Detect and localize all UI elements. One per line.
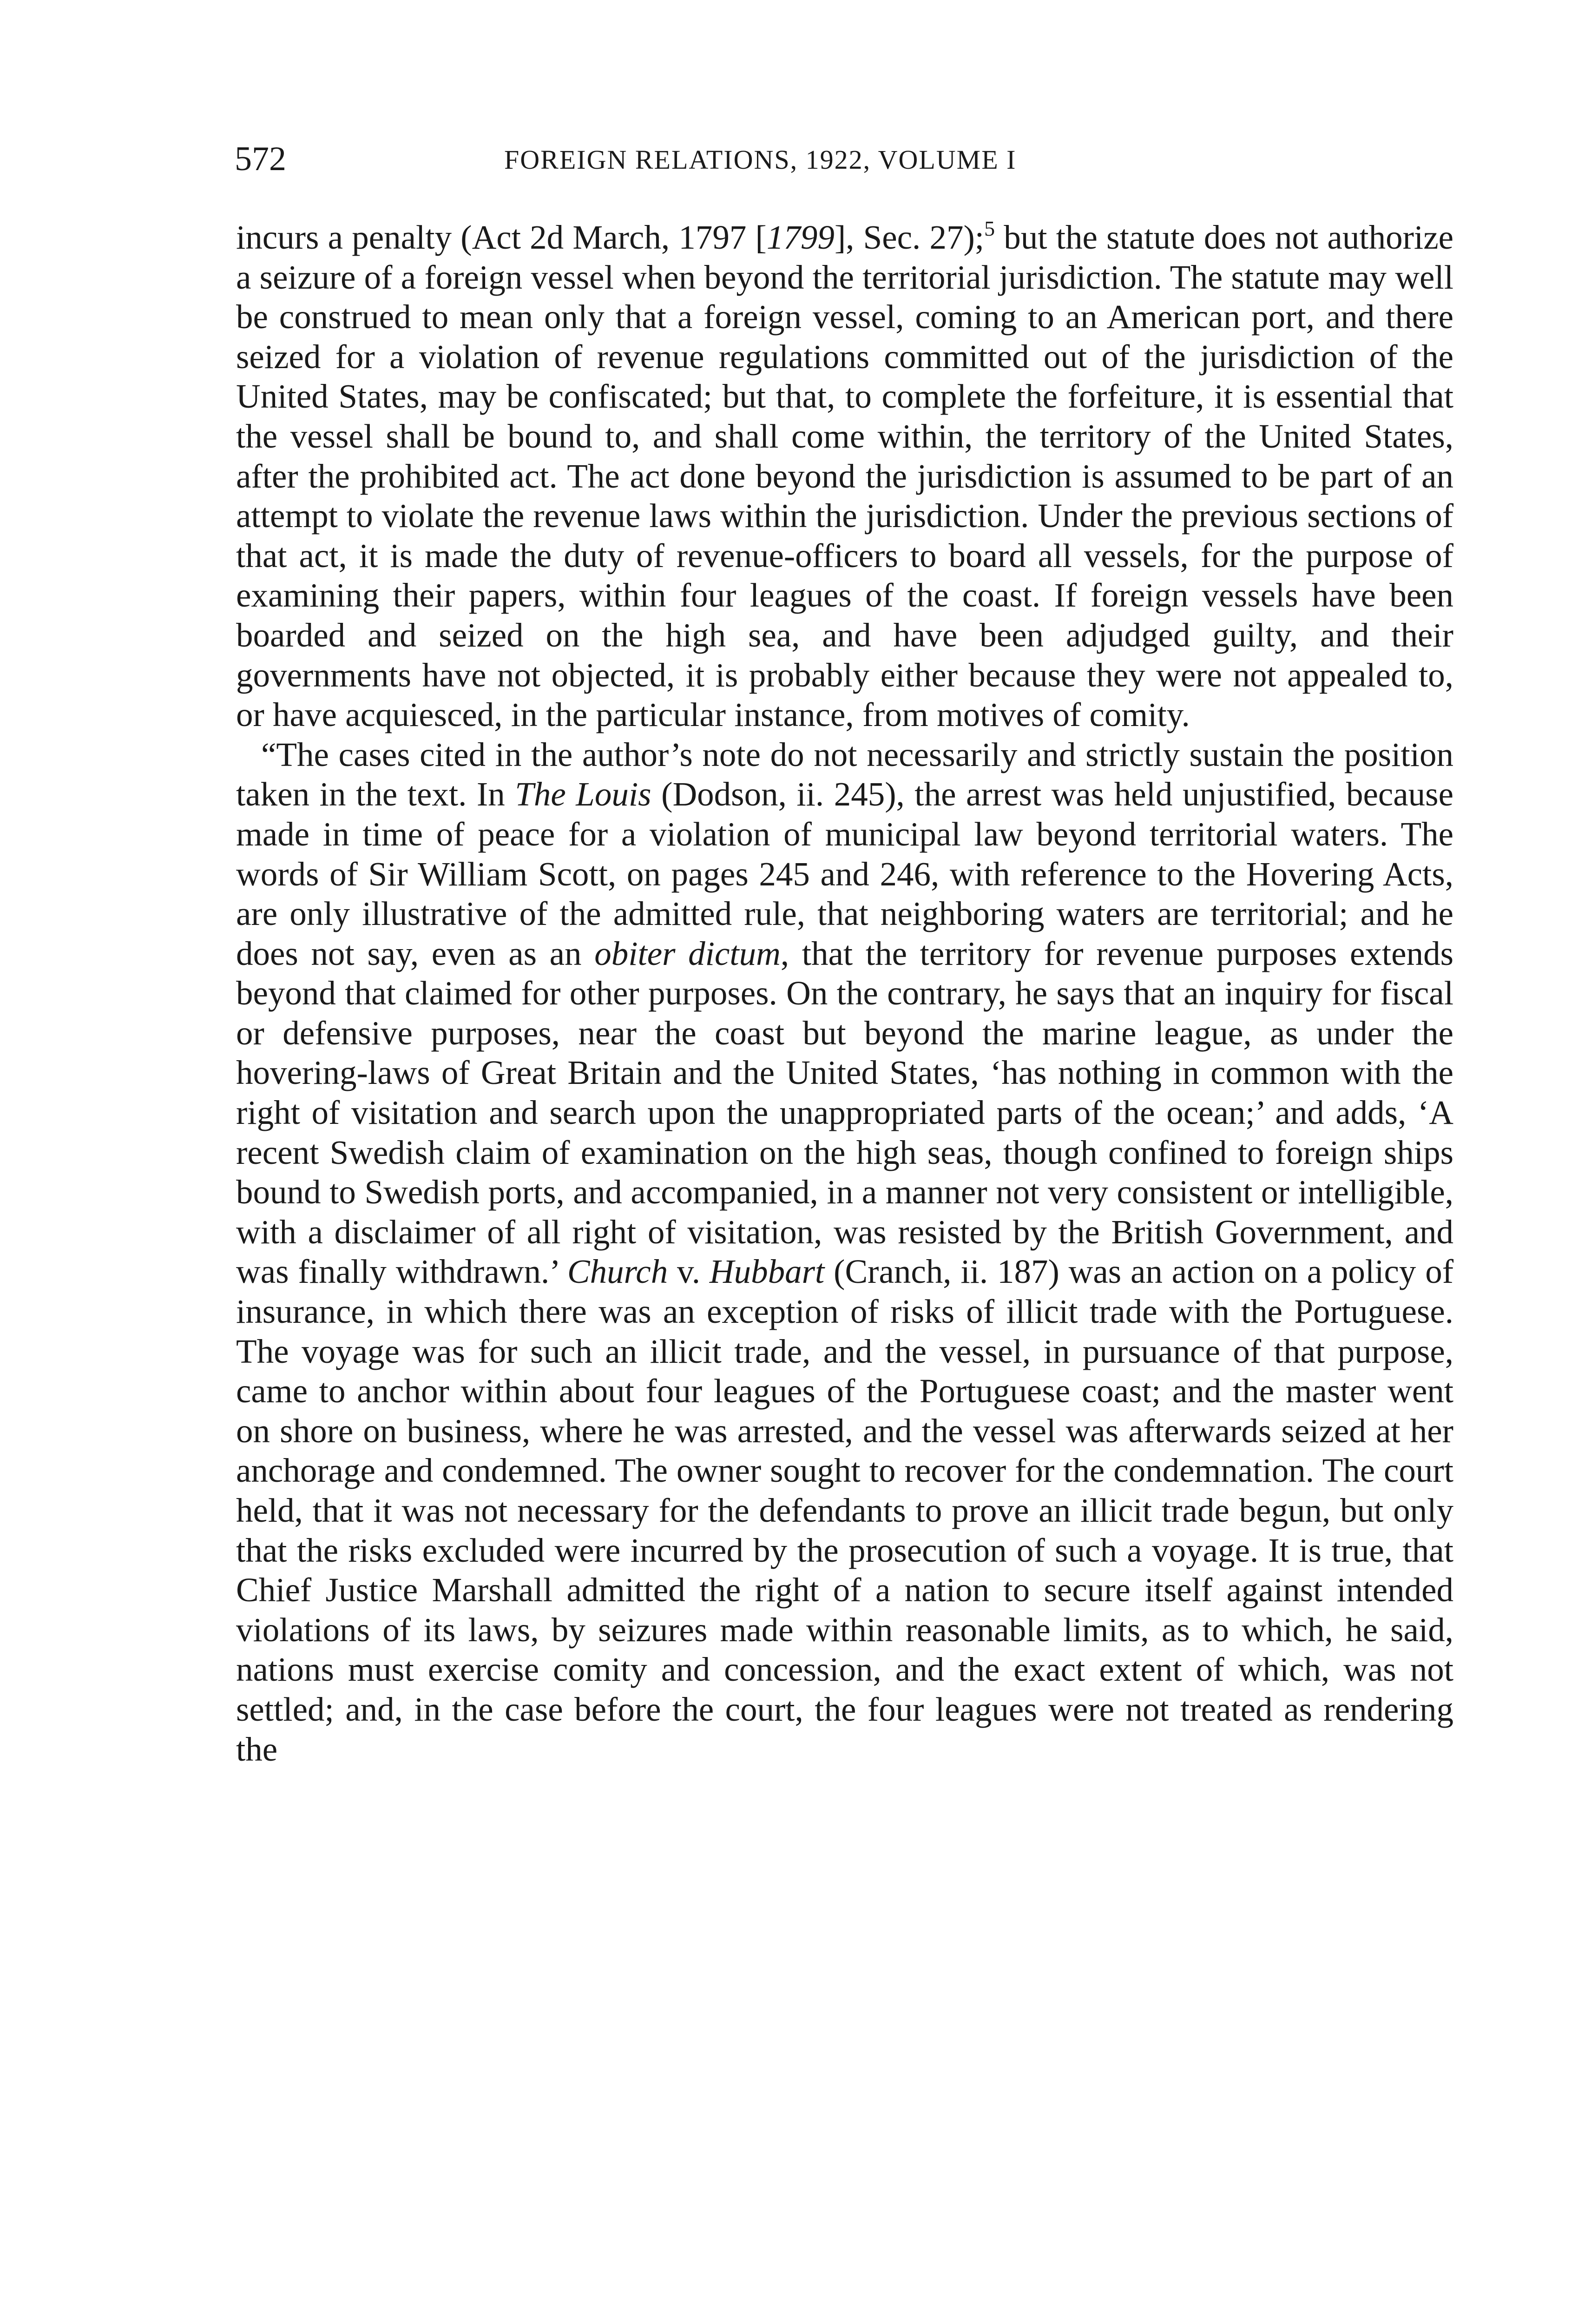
case-name-the-louis: The Louis — [515, 775, 651, 813]
case-name-hubbart: Hubbart — [709, 1253, 825, 1291]
p1-text-c: ], Sec. 27); — [834, 218, 985, 256]
phrase-obiter-dictum: obiter dictum — [594, 934, 781, 972]
p2-text-e: , that the territory for revenue purposes extends beyond that claimed for other purposes. On the contrary, he says that an inquiry for fiscal or defensive purposes, near the coast but beyond the marine league, as under the hovering-laws of Great Britain and the United States, ‘has nothing in common with the right of visitation and search upon the unappropriated parts of the ocean;’ and adds, ‘A recent Swedish claim of examination on the high seas, though confined to foreign ships bound to Swedish ports, and accompanied, in a manner not very consistent or intelligible, with a disclaimer of all right of visitation, was resisted by the British Government, and was finally withdrawn.’ — [236, 934, 1453, 1291]
running-head: FOREIGN RELATIONS, 1922, VOLUME I — [504, 145, 1017, 175]
p1-bracket-year: 1799 — [766, 218, 835, 256]
p1-text-a: incurs a penalty (Act 2d March, 1797 [ — [236, 218, 767, 256]
paragraph-2 — [236, 735, 1453, 1769]
p2-text-g: v. — [668, 1253, 710, 1291]
p2-text-c: (Dodson, ii. 245), the arrest was held unjustified, because made in time of peace for a violation of municipal law beyond territorial waters. The words of Sir William Scott, on pages 245 and 246, with reference to the Hovering Acts, are only illustrative of the admitted rule, that neighboring waters are territorial; and he does not say, even as an — [236, 775, 1453, 972]
page-header — [235, 136, 1452, 182]
p2-text-i: (Cranch, ii. 187) was an action on a policy of insurance, in which there was an exception of risks of illicit trade with the Portuguese. The voyage was for such an illicit trade, and the vessel, in pursuance of that purpose, came to anchor within about four leagues of the Portuguese coast; and the master went on shore on business, where he was arrested, and the vessel was afterwards seized at her anchorage and condemned. The owner sought to recover for the condemnation. The court held, that it was not necessary for the defendants to prove an illicit trade begun, but only that the risks excluded were incurred by the prosecution of such a voyage. It is true, that Chief Justice Marshall admitted the right of a nation to secure itself against intended violations of its laws, by seizures made within reasonable limits, as to which, he said, nations must exercise comity and concession, and the exact extent of which, was not settled; and, in the case before the court, the four leagues were not treated as rendering the — [236, 1253, 1454, 1768]
p1-text-d: but the statute does not authorize a seizure of a foreign vessel when beyond the territorial jurisdiction. The statute may well be construed to mean only that a foreign vessel, coming to an American port, and there seized for a violation of revenue regulations committed out of the jurisdiction of the United States, may be confiscated; but that, to complete the forfeiture, it is essential that the vessel shall be bound to, and shall come within, the territory of the United States, after the prohibited act. The act done beyond the jurisdiction is assumed to be part of an attempt to violate the revenue laws within the jurisdiction. Under the previous sections of that act, it is made the duty of revenue-officers to board all vessels, for the purpose of examining their papers, within four leagues of the coast. If foreign vessels have been boarded and seized on the high sea, and have been adjudged guilty, and their governments have not objected, it is probably either because they were not appealed to, or have acquiesced, in the particular instance, from motives of comity. — [236, 218, 1453, 734]
p2-text-a: “The cases cited in the author’s note do not necessarily and strictly sustain the position taken in the text. In — [236, 735, 1453, 813]
page-number: 572 — [235, 140, 286, 178]
case-name-church: Church — [567, 1253, 668, 1291]
paragraph-1 — [236, 218, 1453, 735]
footnote-reference: 5 — [984, 217, 995, 240]
body-text — [236, 218, 1453, 1769]
